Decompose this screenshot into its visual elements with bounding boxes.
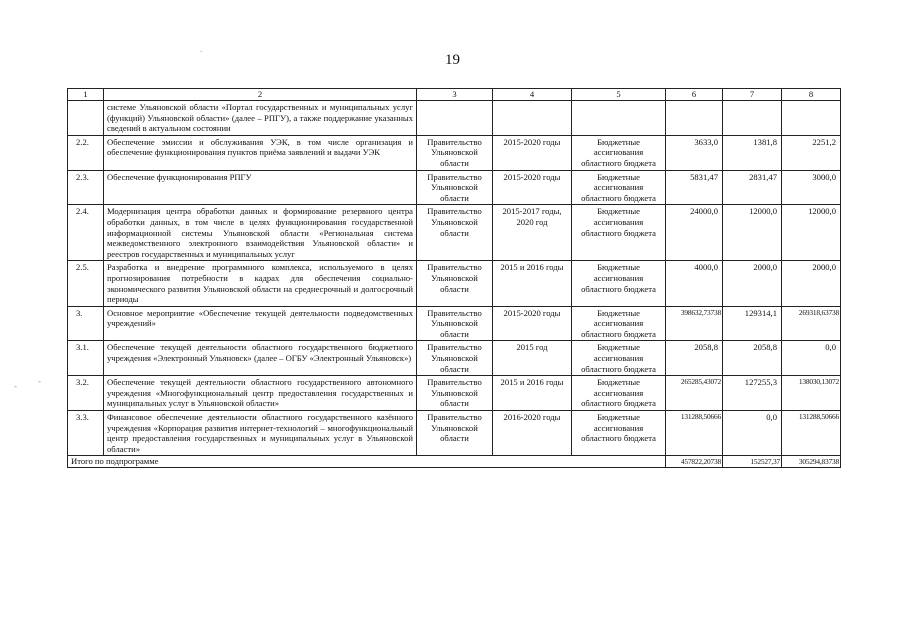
table-row [68, 411, 841, 456]
measure-name: Финансовое обеспечение деятельности областного государственного казённого учреждения «Корпорация развития интернет-технологий – многофункциональный центр предоставления государственных и муниципальных услуг в Ульяновской области» [104, 411, 417, 456]
scan-speck: - [14, 381, 17, 391]
table-row [68, 101, 841, 136]
column-number: 6 [666, 89, 723, 101]
funding-source: Бюджетные ассигнования областного бюджета [572, 261, 666, 306]
measure-name: Обеспечение текущей деятельности областного государственного автономного учреждения «Многофункциональный центр предоставления государственных и муниципальных услуг в Ульяновской области» [104, 376, 417, 411]
scan-speck: . [200, 44, 203, 54]
row-number: 2.3. [68, 170, 104, 205]
amount-year-1: 129314,1 [723, 306, 782, 341]
implementation-period: 2016-2020 годы [493, 411, 572, 456]
executor: Правительство Ульяновской области [417, 411, 493, 456]
amount-year-1: 2058,8 [723, 341, 782, 376]
amount-year-2: 138030,13072 [782, 376, 841, 411]
implementation-period: 2015 и 2016 годы [493, 261, 572, 306]
measure-name: Обеспечение текущей деятельности областного государственного бюджетного учреждения «Электронный Ульяновск» (далее – ОГБУ «Электронный Ульяновск») [104, 341, 417, 376]
amount-year-1: 2000,0 [723, 261, 782, 306]
funding-source: Бюджетные ассигнования областного бюджета [572, 306, 666, 341]
row-number: 3.3. [68, 411, 104, 456]
amount-total: 5831,47 [666, 170, 723, 205]
row-number: 2.4. [68, 205, 104, 261]
amount-year-2: 269318,63738 [782, 306, 841, 341]
funding-source [572, 101, 666, 136]
column-number: 1 [68, 89, 104, 101]
row-number: 3.1. [68, 341, 104, 376]
funding-source: Бюджетные ассигнования областного бюджета [572, 170, 666, 205]
amount-total: 24000,0 [666, 205, 723, 261]
executor: Правительство Ульяновской области [417, 205, 493, 261]
executor: Правительство Ульяновской области [417, 261, 493, 306]
amount-year-1: 1381,8 [723, 135, 782, 170]
table-row [68, 376, 841, 411]
row-number: 3.2. [68, 376, 104, 411]
funding-source: Бюджетные ассигнования областного бюджета [572, 205, 666, 261]
measure-name: Основное мероприятие «Обеспечение текущей деятельности подведомственных учреждений» [104, 306, 417, 341]
row-number: 2.5. [68, 261, 104, 306]
amount-year-1: 0,0 [723, 411, 782, 456]
executor [417, 101, 493, 136]
amount-year-1: 127255,3 [723, 376, 782, 411]
executor: Правительство Ульяновской области [417, 170, 493, 205]
amount-total: 2058,8 [666, 341, 723, 376]
funding-source: Бюджетные ассигнования областного бюджета [572, 135, 666, 170]
column-number-row [68, 89, 841, 101]
table-row [68, 306, 841, 341]
amount-year-2: 3000,0 [782, 170, 841, 205]
amount-year-1: 2831,47 [723, 170, 782, 205]
column-number: 7 [723, 89, 782, 101]
table-row [68, 261, 841, 306]
program-table [67, 88, 841, 468]
amount-year-2: 2000,0 [782, 261, 841, 306]
funding-source: Бюджетные ассигнования областного бюджета [572, 411, 666, 456]
row-number: 2.2. [68, 135, 104, 170]
amount-year-2 [782, 101, 841, 136]
measure-name: Разработка и внедрение программного комплекса, используемого в целях прогнозирования потребности в кадрах для обеспечения социально-экономического развития Ульяновской области на среднесрочный и долгосрочный периоды [104, 261, 417, 306]
column-number: 5 [572, 89, 666, 101]
implementation-period: 2015 и 2016 годы [493, 376, 572, 411]
amount-total: 265285,43072 [666, 376, 723, 411]
column-number: 3 [417, 89, 493, 101]
measure-name: системе Ульяновской области «Портал государственных и муниципальных услуг (функций) Ульяновской области» (далее – РПГУ), а также поддержание указанных сведений в актуальном состоянии [104, 101, 417, 136]
implementation-period: 2015 год [493, 341, 572, 376]
row-number [68, 101, 104, 136]
executor: Правительство Ульяновской области [417, 135, 493, 170]
amount-total: 3633,0 [666, 135, 723, 170]
amount-total: 4000,0 [666, 261, 723, 306]
column-number: 8 [782, 89, 841, 101]
table-row [68, 170, 841, 205]
table-row [68, 341, 841, 376]
implementation-period: 2015-2020 годы [493, 135, 572, 170]
amount-year-1: 12000,0 [723, 205, 782, 261]
amount-total: 131288,50666 [666, 411, 723, 456]
total-amount: 305294,83738 [782, 456, 841, 468]
implementation-period: 2015-2020 годы [493, 306, 572, 341]
amount-year-2: 2251,2 [782, 135, 841, 170]
amount-year-2: 0,0 [782, 341, 841, 376]
implementation-period: 2015-2017 годы, 2020 год [493, 205, 572, 261]
column-number: 4 [493, 89, 572, 101]
amount-total: 398632,73738 [666, 306, 723, 341]
total-row [68, 456, 841, 468]
implementation-period: 2015-2020 годы [493, 170, 572, 205]
total-amount: 457822,20738 [666, 456, 723, 468]
measure-name: Модернизация центра обработки данных и формирование резервного центра обработки данных, в том числе в целях функционирования государственной информационной системы Ульяновской области «Региональная система межведомственного электронного взаимодействия Ульяновской области» и реестров государственных и муниципальных услуг [104, 205, 417, 261]
amount-year-2: 12000,0 [782, 205, 841, 261]
executor: Правительство Ульяновской области [417, 306, 493, 341]
table-row [68, 205, 841, 261]
implementation-period [493, 101, 572, 136]
table-row [68, 135, 841, 170]
funding-source: Бюджетные ассигнования областного бюджета [572, 341, 666, 376]
row-number: 3. [68, 306, 104, 341]
measure-name: Обеспечение эмиссии и обслуживания УЭК, в том числе организация и обеспечение функционирования пунктов приёма заявлений и выдачи УЭК [104, 135, 417, 170]
amount-total [666, 101, 723, 136]
measure-name: Обеспечение функционирования РПГУ [104, 170, 417, 205]
page-number: 19 [445, 52, 460, 68]
executor: Правительство Ульяновской области [417, 376, 493, 411]
amount-year-1 [723, 101, 782, 136]
funding-source: Бюджетные ассигнования областного бюджета [572, 376, 666, 411]
scan-speck: - [38, 376, 41, 386]
total-label: Итого по подпрограмме [68, 456, 666, 468]
amount-year-2: 131288,50666 [782, 411, 841, 456]
column-number: 2 [104, 89, 417, 101]
executor: Правительство Ульяновской области [417, 341, 493, 376]
total-amount: 152527,37 [723, 456, 782, 468]
